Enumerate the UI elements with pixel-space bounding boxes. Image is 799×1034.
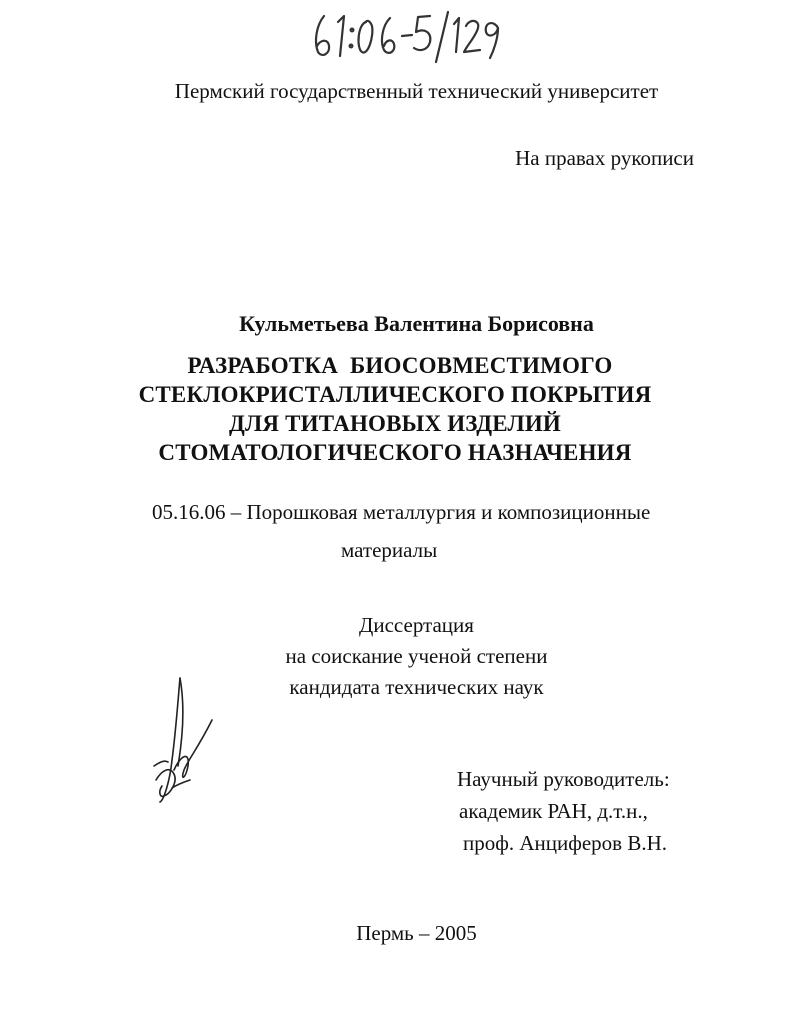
title-line: ДЛЯ ТИТАНОВЫХ ИЗДЕЛИЙ [228,411,562,436]
title-line: СТОМАТОЛОГИЧЕСКОГО НАЗНАЧЕНИЯ [158,440,632,465]
dissertation-title [0,351,790,467]
degree-name: кандидата технических наук [289,675,544,699]
degree-purpose: на соискание ученой степени [285,644,548,668]
handwritten-number-drawing [308,6,508,66]
specialty-continuation: материалы [341,538,438,562]
author-name: Кульметьева Валентина Борисовна [239,311,594,336]
dissertation-degree-block [0,610,799,703]
supervisor-rank: академик РАН, д.т.н., [459,799,648,823]
title-line: СТЕКЛОКРИСТАЛЛИЧЕСКОГО ПОКРЫТИЯ [138,382,652,407]
scientific-supervisor [457,763,670,859]
specialty-code-line: 05.16.06 – Порошковая металлургия и композиционные [152,500,651,524]
university-name: Пермский государственный технический университет [174,79,659,103]
dissertation-label: Диссертация [359,613,474,637]
city-year: Пермь – 2005 [356,921,477,945]
supervisor-label: Научный руководитель: [457,767,670,791]
title-line: РАЗРАБОТКА БИОСОВМЕСТИМОГО [187,353,613,378]
author-signature [150,670,220,810]
signature-drawing [150,670,220,810]
manuscript-rights-note: На правах рукописи [515,146,694,170]
handwritten-archive-number [308,6,508,66]
supervisor-name: проф. Анциферов В.Н. [463,831,667,855]
